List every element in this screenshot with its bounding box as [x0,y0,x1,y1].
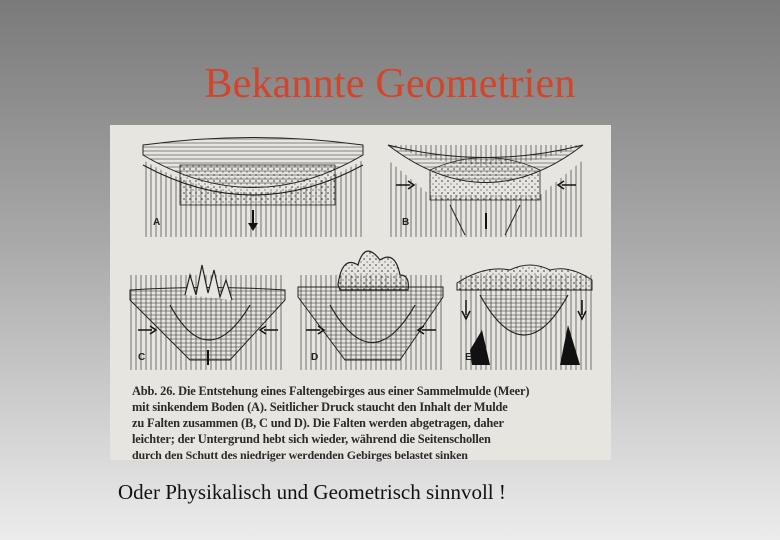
panel-b [388,145,583,237]
slide-subtitle: Oder Physikalisch und Geometrisch sinnvoll ! [118,480,506,504]
panel-c [130,265,285,370]
slide-title: Bekannte Geometrien [204,61,576,107]
panel-d [298,251,443,370]
panel-e [457,265,592,370]
panel-a [143,138,363,238]
geology-figure [110,125,611,460]
caption-line: durch den Schutt des niedriger werdenden Gebirges belastet sinken [132,448,468,462]
caption-line: zu Falten zusammen (B, C und D). Die Falten werden abgetragen, daher [132,416,504,430]
panel-label-a: A [153,217,161,228]
panel-label-c: C [138,352,146,363]
caption-line: leichter; der Untergrund hebt sich wieder, während die Seitenschollen [132,432,491,446]
caption-line: mit sinkendem Boden (A). Seitlicher Druck staucht den Inhalt der Mulde [132,400,508,414]
panel-label-e: E [465,352,472,363]
panel-label-b: B [402,217,410,228]
panel-label-d: D [311,352,319,363]
caption-line: Abb. 26. Die Entstehung eines Faltengebirges aus einer Sammelmulde (Meer) [132,384,530,398]
